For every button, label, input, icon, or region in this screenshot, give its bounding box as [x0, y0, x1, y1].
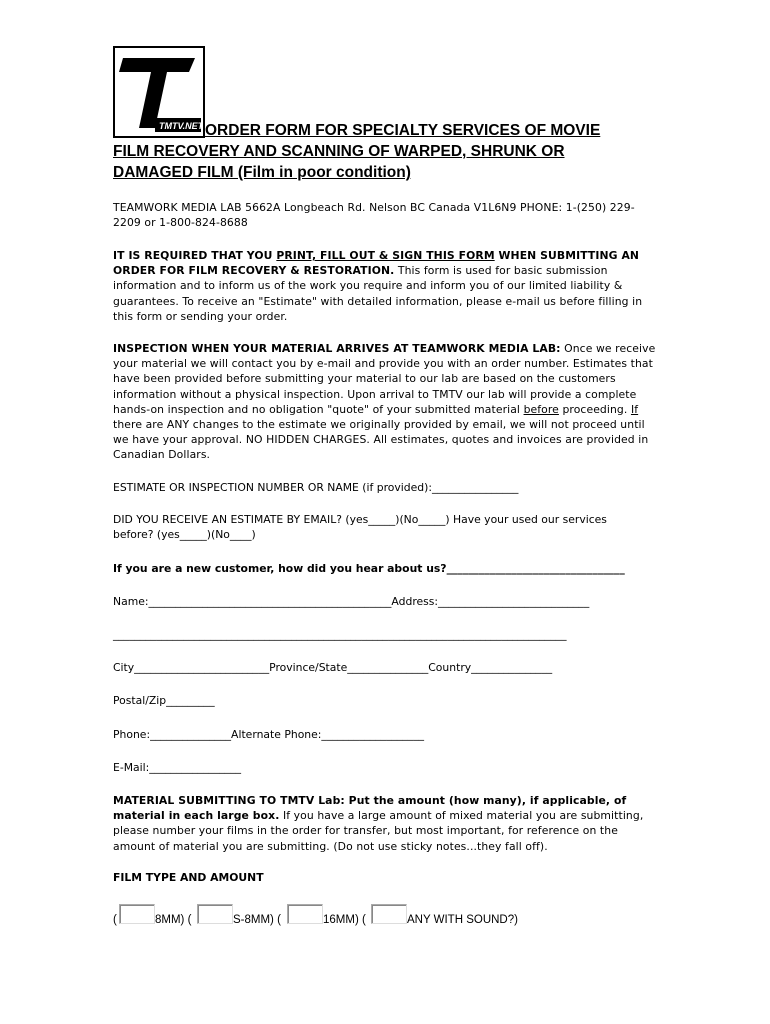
required-bold-2: WHEN SUBMITTING AN ORDER FOR FILM RECOVERY & RESTORATION.	[113, 249, 640, 278]
address-continuation-line[interactable]: ____________________________________________________________________________________	[113, 628, 567, 641]
amount-box-8mm[interactable]	[119, 904, 155, 924]
estimate-number-field[interactable]: ESTIMATE OR INSPECTION NUMBER OR NAME (if provided):________________	[113, 481, 519, 494]
inspection-before: before	[523, 402, 559, 416]
label-sound: ANY WITH SOUND?)	[407, 914, 518, 926]
inspection-text-3: there are ANY changes to the estimate we originally provided by email, we will not proceed until we have your approval. NO HIDDEN CHARGES. All estimates, quotes and invoices are provided in Canadian Dollars.	[113, 418, 649, 462]
address-line-1: TEAMWORK MEDIA LAB 5662A Longbeach Rd. Nelson BC Canada V1L6N9 PHONE: 1-(250) 229-	[113, 201, 635, 214]
amount-box-16mm[interactable]	[287, 904, 323, 924]
label-s8mm: S-8MM) (	[233, 914, 281, 926]
inspection-if: If	[630, 402, 639, 416]
required-paragraph	[113, 248, 658, 324]
label-8mm: 8MM) (	[155, 914, 192, 926]
title-line-1: ORDER FORM FOR SPECIALTY SERVICES OF MOVIE	[205, 122, 601, 139]
email-estimate-question[interactable]	[113, 512, 607, 542]
required-bold-1: IT IS REQUIRED THAT YOU	[113, 249, 277, 262]
inspection-text-1: Once we receive your material we will contact you by e-mail and provide you with an order number. Estimates that have been provided before submitting your material to our lab are based on the customers information without a physical inspection. Upon arrival to TMTV our lab will provide a complete hands-on inspection and no obligation "quote" of your submitted material	[113, 342, 656, 416]
required-body: This form is used for basic submission information and to inform us of the work you require and inform you of our limited liability & guarantees. To receive an "Estimate" with detailed information, please e-mail us before filling in this form or sending your order.	[113, 264, 643, 323]
material-body: If you have a large amount of mixed material you are submitting, please number your films in the order for transfer, but most important, for reference on the amount of material you are submitting. (Do not use sticky notes...they fall off).	[113, 809, 644, 853]
name-address-field[interactable]: Name:_____________________________________________Address:____________________________	[113, 595, 590, 608]
amount-box-sound[interactable]	[371, 904, 407, 924]
amount-box-s8mm[interactable]	[197, 904, 233, 924]
title-line-2: FILM RECOVERY AND SCANNING OF WARPED, SHRUNK OR	[113, 143, 565, 160]
material-bold: MATERIAL SUBMITTING TO TMTV Lab: Put the amount (how many), if applicable, of material in each large box.	[113, 794, 627, 823]
hear-about-field[interactable]: If you are a new customer, how did you hear about us?_________________________________	[113, 562, 625, 575]
inspection-paragraph	[113, 341, 658, 463]
postal-zip-field[interactable]: Postal/Zip_________	[113, 694, 215, 707]
inspection-text-2: proceeding.	[558, 402, 631, 416]
email-field[interactable]: E-Mail:_________________	[113, 761, 242, 774]
logo-text: TMTV.NET	[159, 121, 203, 131]
title-line-3: DAMAGED FILM (Film in poor condition)	[113, 164, 411, 181]
label-16mm: 16MM) (	[323, 914, 366, 926]
form-title	[113, 120, 713, 183]
inspection-heading: INSPECTION WHEN YOUR MATERIAL ARRIVES AT TEAMWORK MEDIA LAB:	[113, 342, 561, 355]
required-bold-underlined: PRINT, FILL OUT & SIGN THIS FORM	[276, 249, 495, 262]
film-type-heading: FILM TYPE AND AMOUNT	[113, 871, 264, 884]
address-line-2: 2209 or 1-800-824-8688	[113, 216, 248, 230]
phone-field[interactable]: Phone:_______________Alternate Phone:___________________	[113, 728, 424, 741]
film-open-paren: (	[113, 914, 117, 926]
city-province-country-field[interactable]: City_________________________Province/State_______________Country_______________	[113, 661, 553, 674]
material-paragraph	[113, 793, 658, 854]
lab-address	[113, 200, 658, 230]
email-estimate-line-2: before? (yes_____)(No____)	[113, 528, 256, 541]
email-estimate-line-1: DID YOU RECEIVE AN ESTIMATE BY EMAIL? (yes_____)(No_____) Have your used our services	[113, 513, 607, 526]
